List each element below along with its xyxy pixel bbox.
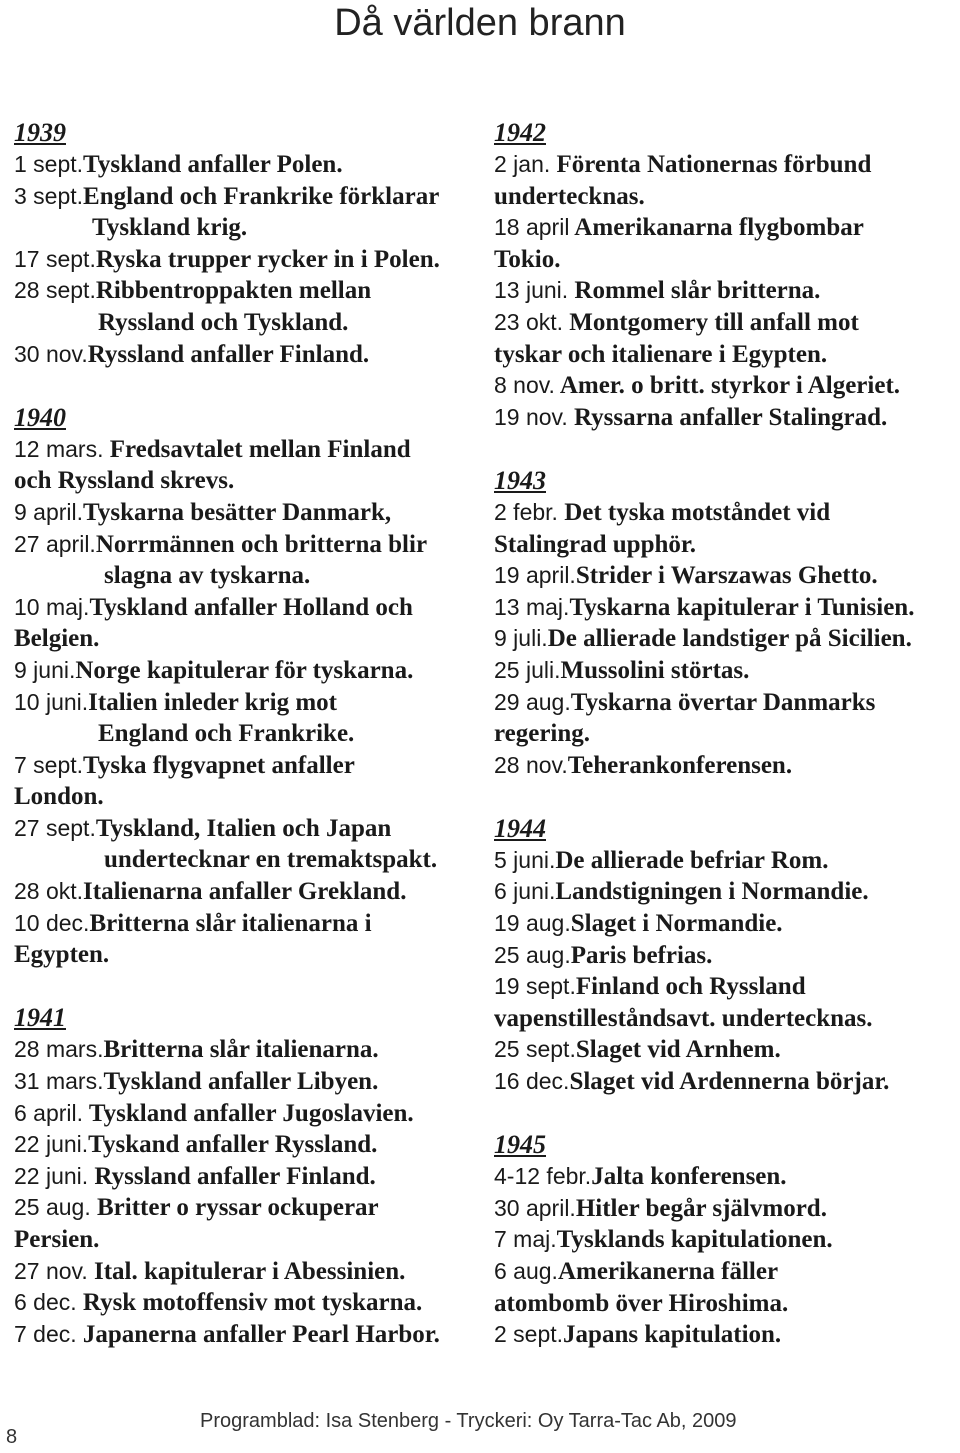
event-entry [494,1034,956,1066]
event-date: 28 sept. [14,277,96,304]
event-date: 28 nov. [494,751,568,778]
event-text-continued: tyskar och italienare i Egypten. [494,340,828,368]
event-date: 22 juni. [14,1162,89,1189]
event-text-continued: Egypten. [14,941,110,969]
event-text: Japans kapitulation. [563,1321,782,1349]
event-date: 25 aug. [494,941,571,968]
event-entry [14,339,484,371]
event-date: 27 april. [14,530,96,557]
event-date: 18 april [494,214,570,241]
event-text: Det tyska motståndet vid [557,498,831,526]
event-entry [494,1066,956,1098]
event-text: Ryska trupper rycker in i Polen. [95,245,440,273]
event-date: 31 mars. [14,1068,104,1095]
event-entry [494,687,956,719]
event-date: 23 okt. [494,308,564,335]
event-entry [14,244,484,276]
event-text: Amer. o britt. styrkor i Algeriet. [554,372,901,400]
event-text: Britter o ryssar ockuperar [90,1194,379,1222]
event-text: Tyskland anfaller Libyen. [103,1068,379,1096]
event-text: Tyskland anfaller Polen. [83,151,343,178]
event-entry [14,529,484,561]
event-date: 6 dec. [14,1289,77,1316]
event-entry [494,370,956,402]
year-heading: 1945 [494,1130,546,1160]
event-entry [14,876,484,908]
event-entry [494,1224,956,1256]
event-text: Tyskland anfaller Holland och [89,593,413,621]
event-date: 27 nov. [14,1257,88,1284]
event-text: Slaget vid Ardennerna börjar. [569,1068,890,1096]
event-text-continued: regering. [494,720,591,748]
event-date: 3 sept. [14,182,84,209]
year-heading: 1943 [494,465,546,495]
event-text: Britterna slår italienarna. [103,1036,379,1064]
event-date: 19 nov. [494,403,568,430]
event-text: Norge kapitulerar för tyskarna. [75,656,414,684]
event-entry [14,1256,484,1288]
event-date: 27 sept. [14,814,96,841]
event-date: 7 sept. [14,751,84,778]
event-text: Tyska flygvapnet anfaller [83,751,355,779]
event-text: Norrmännen och britterna blir [95,530,428,558]
event-entry [14,908,484,940]
event-entry [14,1129,484,1161]
event-entry [494,845,956,877]
event-text: De allierade landstiger på Sicilien. [547,625,912,653]
event-text: Rommel slår britterna. [568,277,821,305]
event-text: De allierade befriar Rom. [555,846,829,874]
event-date: 6 juni. [494,878,556,905]
event-entry [494,1256,956,1288]
event-text-continued: atombomb över Hiroshima. [494,1289,789,1317]
event-text: Tyskarna kapitulerar i Tunisien. [569,593,915,621]
event-date: 4-12 febr. [494,1163,592,1190]
event-date: 2 jan. [494,151,551,177]
event-date: 8 nov. [494,372,555,399]
event-date: 7 dec. [14,1320,77,1347]
event-text-continued: Belgien. [14,625,100,653]
footer-credits: Programblad: Isa Stenberg - Tryckeri: Oy Tarra-Tac Ab, 2009 [200,1410,737,1432]
event-entry [494,876,956,908]
event-entry [14,1319,484,1351]
event-entry [494,750,956,782]
event-date: 25 sept. [494,1036,576,1063]
event-date: 10 maj. [14,593,90,620]
event-date: 5 juni. [494,846,556,873]
event-date: 19 april. [494,562,576,589]
timeline-right-column [494,117,956,1351]
event-text: Jalta konferensen. [591,1163,787,1191]
page-number: 8 [6,1426,18,1448]
event-date: 7 maj. [494,1226,557,1253]
event-entry [14,1098,484,1130]
event-text: Förenta Nationernas förbund [550,151,872,178]
event-text: Tyskand anfaller Ryssland. [88,1131,378,1159]
event-entry [494,655,956,687]
event-text: Slaget vid Arnhem. [575,1036,781,1064]
event-text: Finland och Ryssland [575,973,806,1001]
year-heading: 1940 [14,402,66,432]
event-entry [494,275,956,307]
event-text: Montgomery till anfall mot [563,308,859,336]
event-entry [14,813,484,845]
event-date: 28 okt. [14,878,84,905]
event-text: Amerikanerna fäller [557,1258,779,1285]
event-text-continued: Stalingrad upphör. [494,530,696,558]
event-text: Slaget i Normandie. [570,910,783,938]
event-date: 6 aug. [494,1258,558,1284]
event-text: Hitler begår självmord. [575,1194,827,1222]
year-heading: 1944 [494,813,546,843]
event-text: Strider i Warszawas Ghetto. [575,562,878,590]
page-title: Då världen brann [334,2,626,44]
event-date: 25 aug. [14,1194,91,1221]
event-date: 1 sept. [14,151,84,177]
event-text: Italienarna anfaller Grekland. [83,878,407,906]
event-entry [494,149,956,181]
event-date: 13 maj. [494,593,570,620]
event-text-continued: vapenstilleståndsavt. undertecknas. [494,1004,873,1032]
event-text: Teherankonferensen. [567,751,793,779]
event-entry [494,940,956,972]
event-date: 10 dec. [14,909,90,936]
event-entry [494,1319,956,1351]
event-text: Mussolini störtas. [560,656,750,684]
event-entry [14,1192,484,1224]
event-date: 9 juli. [494,625,548,652]
event-entry [494,402,956,434]
event-date: 30 april. [494,1194,576,1221]
event-text: Ital. kapitulerar i Abessinien. [87,1257,406,1285]
event-text-continued: London. [14,783,104,811]
event-date: 19 aug. [494,910,571,937]
event-date: 25 juli. [494,656,561,683]
event-entry [14,655,484,687]
event-text: England och Frankrike förklarar [83,182,440,210]
event-text-continued: Tokio. [494,245,561,273]
event-text: Tyskarna besätter Danmark, [83,498,392,526]
event-text: Rysk motoffensiv mot tyskarna. [76,1289,423,1317]
event-entry [494,560,956,592]
event-text-continued: undertecknas. [494,182,645,210]
event-text: Japanerna anfaller Pearl Harbor. [76,1320,440,1348]
event-text: Tyskland, Italien och Japan [95,814,392,842]
event-date: 28 mars. [14,1036,104,1063]
event-entry [14,181,484,213]
event-entry [494,971,956,1003]
event-entry [494,307,956,339]
event-date: 29 aug. [494,688,571,715]
event-text: Ribbentroppakten mellan [95,277,372,305]
event-text-continued: undertecknar en tremaktspakt. [104,846,438,874]
event-date: 19 sept. [494,973,576,1000]
event-entry [14,497,484,529]
event-date: 17 sept. [14,245,96,272]
event-text: Tysklands kapitulationen. [556,1226,833,1254]
event-date: 9 april. [14,498,84,525]
timeline-left-column [14,117,484,1350]
event-date: 30 nov. [14,340,88,367]
event-text: Paris befrias. [570,941,713,969]
event-text: Ryssarna anfaller Stalingrad. [567,403,888,431]
event-entry [14,1161,484,1193]
event-text-continued: och Ryssland skrevs. [14,467,235,495]
event-date: 6 april. [14,1099,84,1126]
event-text: Amerikanarna flygbombar [569,214,864,242]
event-date: 2 sept. [494,1321,564,1348]
event-text: Britterna slår italienarna i [89,909,372,937]
event-date: 9 juni. [14,656,76,683]
event-date: 10 juni. [14,688,89,715]
event-entry [14,1066,484,1098]
event-date: 16 dec. [494,1068,570,1095]
event-date: 22 juni. [14,1131,89,1158]
event-date: 12 mars. [14,435,104,462]
event-entry [14,592,484,624]
event-entry [14,750,484,782]
event-text: Tyskland anfaller Jugoslavien. [83,1099,414,1127]
event-text: Tyskarna övertar Danmarks [570,688,876,716]
event-date: 13 juni. [494,277,569,304]
year-heading: 1941 [14,1003,66,1033]
event-entry [14,1034,484,1066]
event-entry [494,1161,956,1193]
event-text: Landstigningen i Normandie. [555,878,869,906]
event-entry [494,908,956,940]
year-heading: 1939 [14,118,66,147]
event-text: Italien inleder krig mot [88,688,337,716]
event-entry [14,687,484,719]
event-date: 2 febr. [494,498,558,525]
year-heading: 1942 [494,118,546,147]
event-text-continued: slagna av tyskarna. [104,562,311,590]
event-entry [494,592,956,624]
event-text: Fredsavtalet mellan Finland [103,435,411,463]
event-text: Ryssland anfaller Finland. [87,340,370,368]
event-text-continued: England och Frankrike. [98,720,355,748]
event-entry [14,1287,484,1319]
event-text: Ryssland anfaller Finland. [88,1162,376,1190]
event-entry [494,623,956,655]
event-entry [494,497,956,529]
event-entry [14,149,484,181]
event-text-continued: Persien. [14,1226,100,1253]
event-entry [14,275,484,307]
event-entry [494,212,956,244]
event-entry [494,1193,956,1225]
event-entry [14,434,484,466]
event-text-continued: Ryssland och Tyskland. [98,308,349,336]
event-text-continued: Tyskland krig. [92,214,248,242]
